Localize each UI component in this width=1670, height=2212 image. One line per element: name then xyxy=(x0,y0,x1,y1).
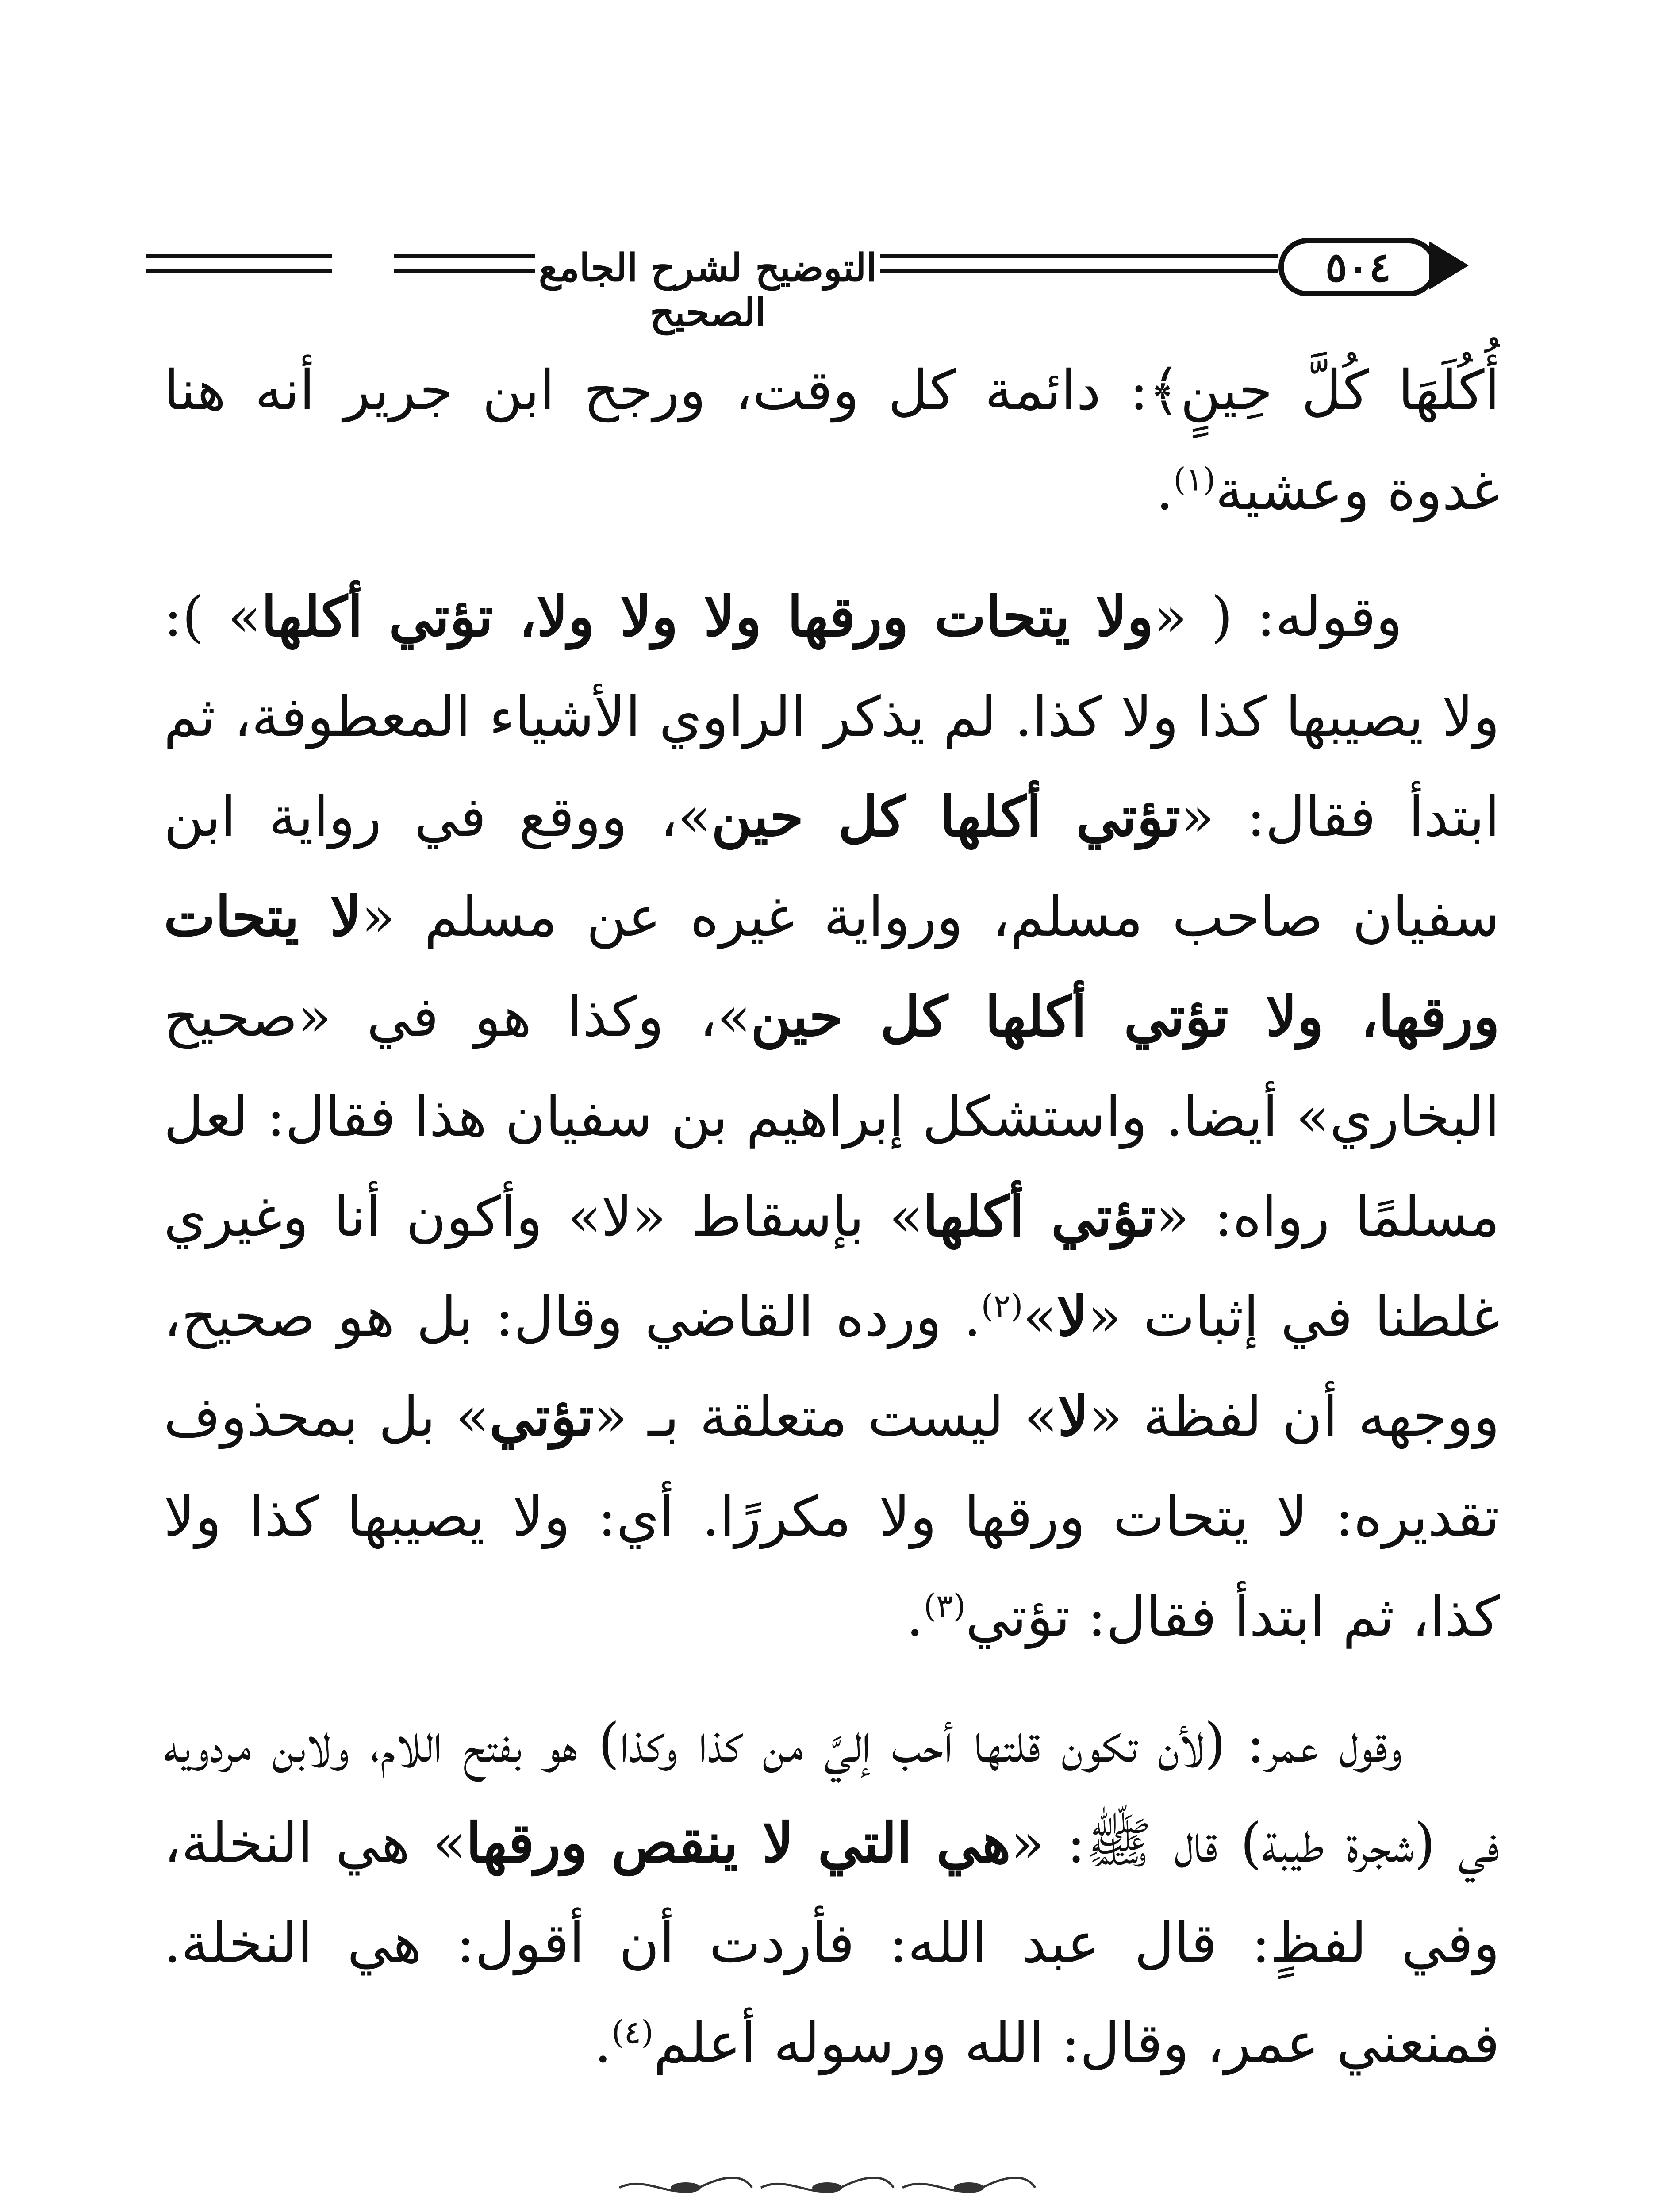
text-run: أُكُلَهَا كُلَّ حِينٍ﴾ xyxy=(1148,359,1500,422)
text-run: »، ووقع في رواية ابن سفيان صاحب مسلم، ورواية غيره عن مسلم « xyxy=(164,785,1500,949)
hadith-quote: هي التي لا ينقص ورقها xyxy=(466,1811,1011,1875)
text-run: » xyxy=(1023,1285,1057,1349)
text-run: » بل بمحذوف تقديره: لا يتحات ورقها ولا مكررًا. أي: ولا يصيبها كذا ولا كذا، ثم ابتدأ فقال: تؤتي xyxy=(164,1385,1500,1649)
header-arrow-icon xyxy=(1429,241,1469,290)
paragraph xyxy=(164,1694,1500,2093)
header-rule-left-2 xyxy=(146,269,332,273)
text-run: » بإسقاط «لا» وأكون أنا وغيري غلطنا في إثبات « xyxy=(164,1185,1500,1349)
footnote-marker: (٤) xyxy=(611,2013,654,2051)
text-run: . xyxy=(1156,459,1174,522)
text-run: . xyxy=(906,1585,924,1649)
text-run: » ليست متعلقة بـ « xyxy=(594,1385,1058,1449)
footnote-marker: (٢) xyxy=(981,1287,1023,1325)
footnote-marker: (٣) xyxy=(923,1587,966,1624)
hadith-quote: تؤتي أكلها كل حين xyxy=(711,785,1181,849)
page-number: ٥٠٤ xyxy=(1278,238,1438,296)
text-run: وقول عمر: (لأن تكون قلتها أحب إليَّ من كذا وكذا) هو بفتح اللام، ولابن مردويه في (شجرة طيبة) قال ﷺ: « xyxy=(164,1712,1500,1875)
text-run: وقوله: ( « xyxy=(1153,585,1402,649)
paragraph xyxy=(164,567,1500,1667)
hadith-quote: لا يتحات ورقها، ولا تؤتي أكلها كل حين xyxy=(164,885,1500,1049)
main-text xyxy=(164,341,1500,2120)
hadith-quote: ولا يتحات ورقها ولا ولا ولا، تؤتي أكلها xyxy=(261,585,1154,649)
page-header xyxy=(146,221,1509,335)
paragraph xyxy=(164,341,1500,541)
hadith-quote: تؤتي xyxy=(489,1385,594,1449)
running-title: التوضيح لشرح الجامع الصحيح xyxy=(535,246,880,335)
hadith-quote: تؤتي أكلها xyxy=(922,1185,1156,1249)
header-rule-left xyxy=(146,254,332,258)
text-run: »، وكذا هو في «صحيح البخاري» أيضا. واستشكل إبراهيم بن سفيان هذا فقال: لعل مسلمًا رواه: « xyxy=(164,985,1500,1249)
ornament-divider-icon xyxy=(610,2172,1044,2203)
footnote-marker: (١) xyxy=(1173,461,1216,498)
text-run: . xyxy=(594,2012,612,2075)
text-run: : دائمة كل وقت، ورجح ابن جرير أنه هنا غدوة وعشية xyxy=(164,359,1500,522)
hadith-quote: لا xyxy=(1057,1385,1089,1449)
text-run: » هي النخلة، وفي لفظٍ: قال عبد الله: فأردت أن أقول: هي النخلة. فمنعني عمر، وقال: الله ورسوله أعلم xyxy=(164,1812,1500,2075)
hadith-quote: لا xyxy=(1056,1285,1088,1349)
text-run: . ورده القاضي وقال: بل هو صحيح، ووجهه أن لفظة « xyxy=(164,1285,1500,1449)
text-run: » ): ولا يصيبها كذا ولا كذا. لم يذكر الراوي الأشياء المعطوفة، ثم ابتدأ فقال: « xyxy=(164,585,1500,849)
